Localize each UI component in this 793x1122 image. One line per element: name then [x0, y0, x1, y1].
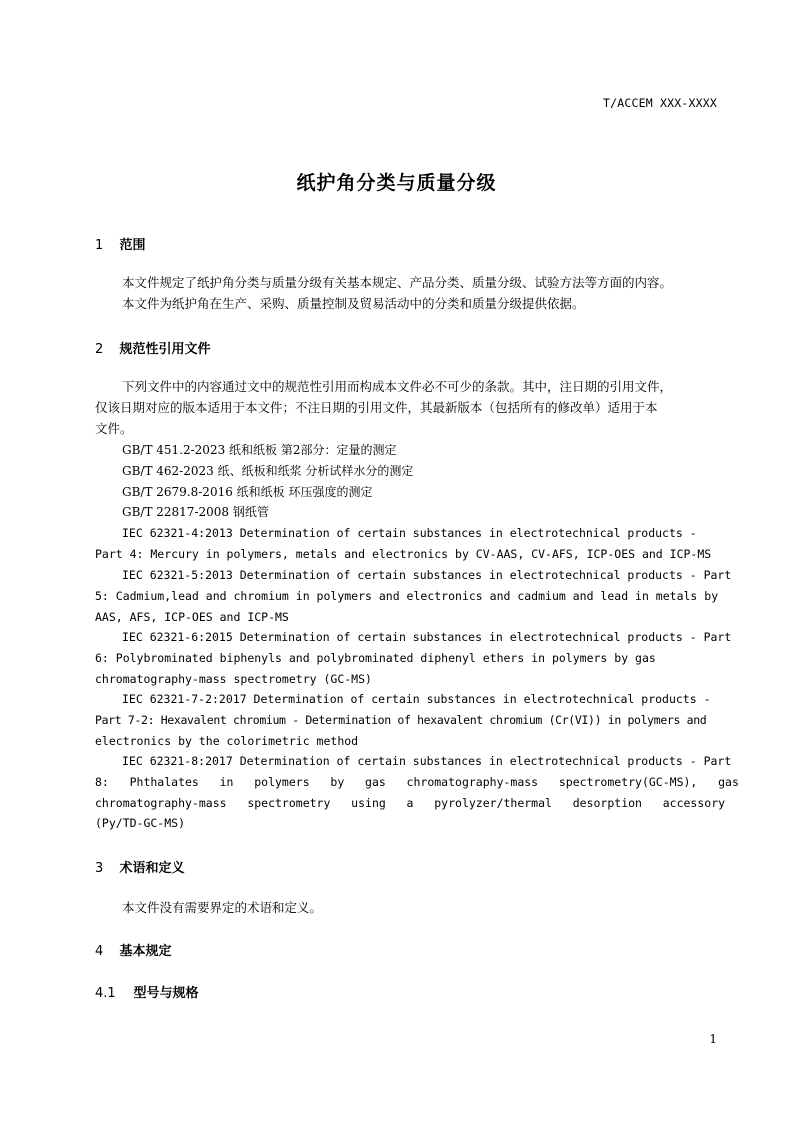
reference-line: 8: Phthalates in polymers by gas chromatography-mass spectrometry(GC-MS), gas	[95, 774, 739, 789]
reference-line: electronics by the colorimetric method	[95, 733, 359, 748]
reference-iec-62321-4	[95, 523, 717, 565]
reference-line: AAS, AFS, ICP-OES and ICP-MS	[95, 609, 289, 624]
reference-line: Part 7-2: Hexavalent chromium - Determination of hexavalent chromium (Cr(VI)) in polymers and	[95, 712, 707, 727]
section-title: 基本规定	[119, 944, 172, 959]
reference-line: IEC 62321-5:2013 Determination of certain substances in electrotechnical products - Part	[122, 568, 732, 582]
section-number: 4	[95, 944, 104, 959]
section-1-paragraph-1: 本文件规定了纸护角分类与质量分级有关基本规定、产品分类、质量分级、试验方法等方面的内容。	[122, 275, 673, 290]
reference-iec-62321-8	[95, 751, 739, 834]
section-1-heading	[95, 234, 146, 253]
section-title: 术语和定义	[119, 861, 185, 876]
reference-line: IEC 62321-6:2015 Determination of certain substances in electrotechnical products - Part	[122, 630, 732, 644]
subsection-number: 4.1	[95, 986, 116, 1001]
reference-line: 5: Cadmium,lead and chromium in polymers and electronics and cadmium and lead in metals by	[95, 588, 719, 603]
reference-line: IEC 62321-8:2017 Determination of certain substances in electrotechnical products - Part	[122, 754, 732, 768]
reference-item: GB/T 22817-2008 钢纸管	[122, 505, 269, 520]
section-2-heading	[95, 338, 211, 357]
reference-line: IEC 62321-4:2013 Determination of certain substances in electrotechnical products -	[122, 526, 697, 540]
subsection-4-1-heading	[95, 982, 199, 1001]
reference-line: 6: Polybrominated biphenyls and polybrominated diphenyl ethers in polymers by gas	[95, 650, 656, 665]
reference-item: GB/T 2679.8-2016 纸和纸板 环压强度的测定	[122, 484, 373, 499]
reference-line: chromatography-mass spectrometry using a pyrolyzer/thermal desorption accessory	[95, 795, 726, 810]
section-3-heading	[95, 857, 185, 876]
reference-line: IEC 62321-7-2:2017 Determination of certain substances in electrotechnical products -	[122, 692, 711, 706]
section-1-paragraph-2: 本文件为纸护角在生产、采购、质量控制及贸易活动中的分类和质量分级提供依据。	[122, 296, 585, 311]
intro-line: 仅该日期对应的版本适用于本文件；不注日期的引用文件，其最新版本（包括所有的修改单）适用于本	[95, 400, 658, 415]
reference-item: GB/T 451.2-2023 纸和纸板 第2部分：定量的测定	[122, 443, 397, 457]
reference-line: Part 4: Mercury in polymers, metals and electronics by CV-AAS, CV-AFS, ICP-OES and ICP-MS	[95, 546, 712, 561]
section-4-heading	[95, 940, 172, 959]
page-number: 1	[709, 1032, 717, 1046]
reference-list	[122, 440, 744, 523]
section-2-intro	[95, 376, 717, 439]
intro-line: 下列文件中的内容通过文中的规范性引用而构成本文件必不可少的条款。其中，注日期的引用文件，	[122, 379, 673, 394]
section-3-paragraph: 本文件没有需要界定的术语和定义。	[122, 900, 323, 915]
reference-iec-62321-6	[95, 627, 732, 689]
reference-iec-62321-5	[95, 565, 732, 627]
intro-line: 文件。	[95, 421, 133, 436]
reference-item: GB/T 462-2023 纸、纸板和纸浆 分析试样水分的测定	[122, 463, 414, 478]
document-code: T/ACCEM XXX-XXXX	[603, 96, 717, 110]
section-number: 2	[95, 342, 104, 357]
section-number: 3	[95, 861, 104, 876]
section-title: 范围	[119, 238, 146, 253]
reference-iec-62321-7-2	[95, 689, 717, 751]
reference-line: chromatography-mass spectrometry (GC-MS)	[95, 671, 372, 686]
reference-line: (Py/TD-GC-MS)	[95, 816, 186, 831]
section-title: 规范性引用文件	[119, 342, 211, 357]
section-number: 1	[95, 238, 104, 253]
document-title: 纸护角分类与质量分级	[296, 172, 497, 194]
subsection-title: 型号与规格	[133, 986, 199, 1001]
